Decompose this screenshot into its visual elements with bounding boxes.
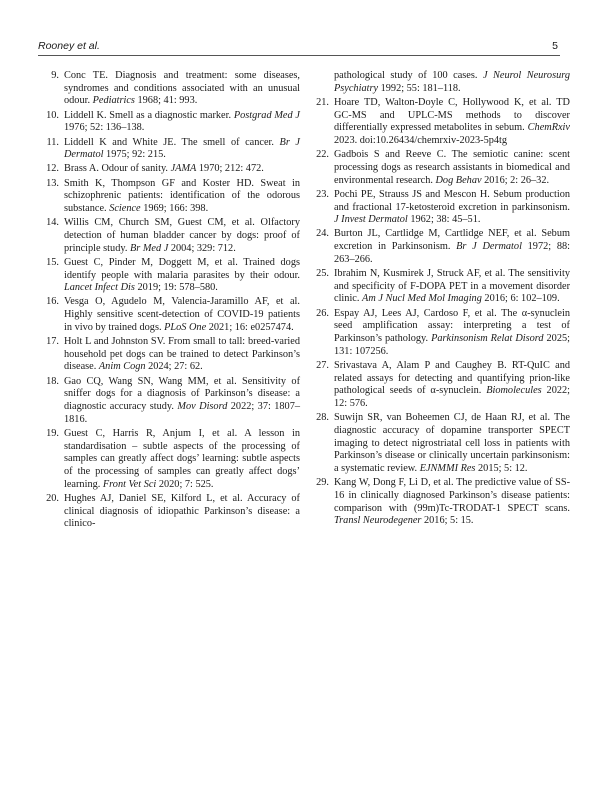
reference-journal: Br J Dermatol xyxy=(456,241,522,253)
reference-journal: J Neurol Neurosurg Psychiatry xyxy=(334,70,570,94)
reference-details: 1972; 88: 263–266. xyxy=(334,241,571,265)
reference-item xyxy=(46,427,300,492)
header-authors: Rooney et al. xyxy=(38,40,100,52)
reference-number: 25. xyxy=(316,268,329,280)
reference-journal: EJNMMI Res xyxy=(419,463,476,475)
reference-journal: Mov Disord xyxy=(177,401,228,413)
reference-details: 1976; 52: 136–138. xyxy=(64,122,145,134)
reference-details: 2004; 329: 712. xyxy=(168,242,236,254)
reference-journal: Dog Behav xyxy=(435,174,482,186)
reference-text: Hughes AJ, Daniel SE, Kilford L, et al. Accuracy of clinical diagnosis of idiopathic Parkinson’s disease: a clinico- xyxy=(64,493,300,530)
reference-number: 17. xyxy=(46,336,59,348)
reference-journal: Br Med J xyxy=(129,242,169,254)
reference-journal: Am J Nucl Med Mol Imaging xyxy=(362,293,482,305)
reference-item xyxy=(316,268,570,306)
reference-item xyxy=(46,375,300,427)
references-right-column xyxy=(316,70,571,530)
reference-number: 22. xyxy=(316,149,329,161)
reference-journal: Biomolecules xyxy=(486,385,542,397)
reference-item xyxy=(46,256,300,295)
reference-text: pathological study of 100 cases. xyxy=(334,70,483,81)
reference-text: Kang W, Dong F, Li D, et al. The predictive value of SS-16 in clinically diagnosed Parkinson’s disease patients: comparison with (99m)Tc-TRODAT-1 SPECT scans. xyxy=(334,477,570,514)
reference-item xyxy=(316,96,570,148)
reference-item xyxy=(46,336,300,374)
reference-journal: Science xyxy=(109,203,141,215)
reference-journal: J Invest Dermatol xyxy=(334,214,408,226)
reference-text: Pochi PE, Strauss JS and Mescon H. Sebum production and fractional 17-ketosteroid excretion in parkinsonism. xyxy=(334,188,570,213)
reference-item xyxy=(51,70,300,108)
reference-number: 16. xyxy=(46,296,59,308)
reference-journal: Pediatrics xyxy=(92,95,135,107)
reference-details: 2023. doi:10.26434/chemrxiv-2023-5p4tg xyxy=(334,135,508,147)
reference-journal: Br J Dermatol xyxy=(64,136,300,161)
reference-item xyxy=(316,149,570,187)
reference-number: 24. xyxy=(316,228,329,240)
reference-details: 2022; 12: 576. xyxy=(334,385,571,410)
reference-text: Gadbois S and Reeve C. The semiotic canine: scent processing dogs as research assistants in biomedical and environmental research. xyxy=(334,149,570,186)
reference-details: 1992; 55: 181–118. xyxy=(378,82,461,94)
reference-journal: PLoS One xyxy=(164,321,207,333)
reference-journal: Lancet Infect Dis xyxy=(64,282,135,294)
reference-number: 11. xyxy=(46,136,59,148)
reference-item xyxy=(46,296,300,334)
reference-number: 29. xyxy=(316,477,329,489)
reference-text: Hoare TD, Walton-Doyle C, Hollywood K, et al. TD GC-MS and UPLC-MS methods to discover differentially expressed metabolites in sebum. xyxy=(334,96,570,134)
reference-item xyxy=(316,188,570,227)
reference-details: 1969; 166: 398. xyxy=(140,203,209,215)
references-left-column xyxy=(46,70,300,533)
reference-item xyxy=(46,109,300,135)
reference-text: Suwijn SR, van Boheemen CJ, de Haan RJ, et al. The diagnostic accuracy of dopamine transporter SPECT imaging to detect nigrostriatal cell loss in patients with Parkinson’s disease or clinically uncertain parkinsonism: a systematic review. xyxy=(334,412,570,475)
reference-text: Vesga O, Agudelo M, Valencia-Jaramillo AF, et al. Highly sensitive scent-detection of COVID-19 patients in vivo by trained dogs. xyxy=(64,296,300,333)
reference-text: Guest C, Harris R, Anjum I, et al. A lesson in standardisation – subtle aspects of the processing of samples can greatly affect dogs’ learning: subtle aspects of the processing of samples can greatly affect dogs’ learning. xyxy=(64,427,300,490)
reference-number: 23. xyxy=(316,188,329,200)
reference-item xyxy=(46,493,300,531)
reference-item xyxy=(316,412,570,476)
reference-item xyxy=(316,228,571,266)
reference-number: 10. xyxy=(46,109,59,121)
reference-text: Gao CQ, Wang SN, Wang MM, et al. Sensitivity of sniffer dogs for a diagnosis of Parkinson’s disease: a diagnostic accuracy study. xyxy=(64,375,300,413)
reference-details: 1962; 38: 45–51. xyxy=(407,214,481,226)
reference-journal: JAMA xyxy=(170,163,197,175)
reference-text: Srivastava A, Alam P and Caughey B. RT-QuIC and related assays for detecting and quantifying prion-like pathological seeds of α-synuclein. xyxy=(334,359,570,397)
reference-text: Conc TE. Diagnosis and treatment: some diseases, syndromes and conditions associated with an unusual odour. xyxy=(64,70,300,107)
reference-journal: Anim Cogn xyxy=(98,361,146,373)
reference-text: Liddell K and White JE. The smell of cancer. xyxy=(64,136,280,148)
reference-details: 2016; 5: 15. xyxy=(421,515,474,527)
reference-details: 2016; 6: 102–109. xyxy=(481,293,560,305)
reference-details: 2024; 27: 62. xyxy=(145,361,203,373)
reference-number: 27. xyxy=(316,359,329,371)
reference-number: 15. xyxy=(46,256,59,268)
reference-details: 1975; 92: 215. xyxy=(103,149,166,161)
reference-journal: Parkinsonism Relat Disord xyxy=(431,333,544,345)
reference-number: 13. xyxy=(46,177,59,189)
reference-item xyxy=(46,163,300,176)
reference-details: 2015; 5: 12. xyxy=(475,463,528,475)
reference-text: Smith K, Thompson GF and Koster HD. Sweat in schizophrenic patients: identification of the odorous substance. xyxy=(64,177,300,215)
reference-text: Espay AJ, Lees AJ, Cardoso F, et al. The α-synuclein seed amplification assay: interpreting a test of Parkinson’s pathology. xyxy=(334,307,570,345)
reference-journal: Transl Neurodegener xyxy=(334,515,422,527)
reference-number: 19. xyxy=(46,427,59,439)
running-header xyxy=(38,38,560,56)
reference-text: Ibrahim N, Kusmirek J, Struck AF, et al. The sensitivity and specificity of F-DOPA PET in a movement disorder clinic. xyxy=(334,268,570,305)
reference-text: Guest C, Pinder M, Doggett M, et al. Trained dogs identify people with malaria parasites by their odour. xyxy=(64,256,300,281)
reference-number: 26. xyxy=(316,307,329,319)
reference-details: 2022; 37: 1807–1816. xyxy=(64,401,300,425)
reference-details: 1970; 212: 472. xyxy=(196,163,264,175)
reference-number: 21. xyxy=(316,96,329,108)
reference-details: 2016; 2: 26–32. xyxy=(481,174,550,186)
reference-text: Willis CM, Church SM, Guest CM, et al. Olfactory detection of human bladder cancer by dogs: proof of principle study. xyxy=(64,217,300,254)
reference-details: 1968; 41: 993. xyxy=(134,95,198,107)
reference-text: Liddell K. Smell as a diagnostic marker. xyxy=(64,109,234,121)
reference-item xyxy=(46,217,300,255)
reference-journal: Postgrad Med J xyxy=(233,109,300,121)
page-number: 5 xyxy=(552,40,558,52)
reference-details: 2020; 7: 525. xyxy=(156,478,214,490)
reference-number: 12. xyxy=(46,163,59,175)
reference-details: 2019; 19: 578–580. xyxy=(134,282,218,294)
reference-number: 14. xyxy=(46,217,59,229)
reference-journal: ChemRxiv xyxy=(527,122,570,134)
reference-journal: Front Vet Sci xyxy=(102,478,157,490)
reference-text: Holt L and Johnston SV. From small to tall: breed-varied household pet dogs can be trained to detect Parkinson’s disease. xyxy=(64,336,300,373)
reference-item xyxy=(316,307,570,359)
reference-item xyxy=(46,136,300,162)
reference-item xyxy=(316,359,571,411)
reference-number: 20. xyxy=(46,493,59,504)
reference-text: Burton JL, Cartlidge M, Cartlidge NEF, et al. Sebum excretion in Parkinsonism. xyxy=(334,228,570,253)
reference-details: 2021; 16: e0257474. xyxy=(206,321,294,333)
reference-item xyxy=(334,70,570,95)
reference-details: 2025; 131: 107256. xyxy=(334,333,570,357)
reference-number: 18. xyxy=(46,375,59,387)
reference-item xyxy=(316,477,570,528)
reference-number: 28. xyxy=(316,412,329,424)
reference-text: Brass A. Odour of sanity. xyxy=(64,163,171,175)
reference-item xyxy=(46,177,300,216)
reference-number: 9. xyxy=(51,70,59,81)
